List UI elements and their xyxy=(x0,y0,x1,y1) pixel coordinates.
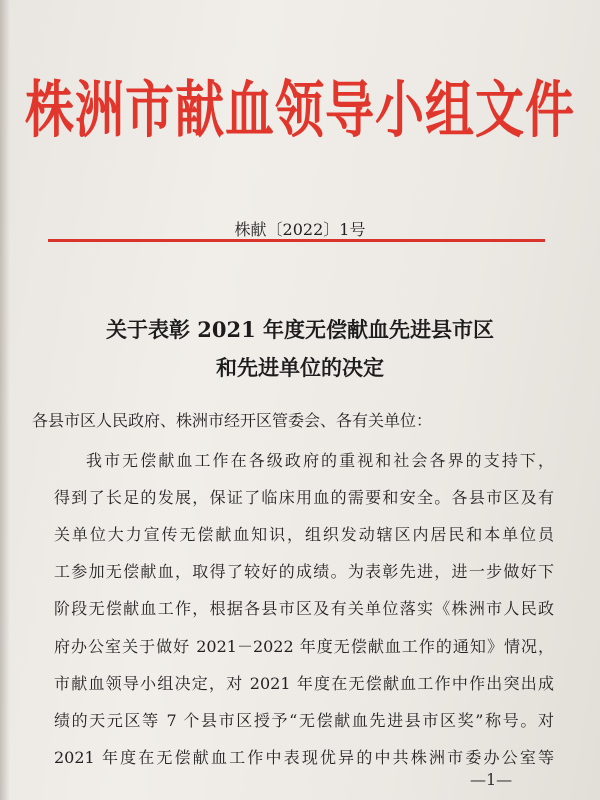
body-line: 府办公室关于做好 2021－2022 年度无偿献血工作的通知》情况， xyxy=(54,637,554,656)
document-title-line-1: 关于表彰 2021 年度无偿献血先进县市区 xyxy=(105,317,495,342)
salutation: 各县市区人民政府、株洲市经开区管委会、各有关单位： xyxy=(32,411,433,430)
body-line: 关单位大力宣传无偿献血知识，组织发动辖区内居民和本单位员 xyxy=(54,525,554,544)
document-number: 株献〔2022〕1号 xyxy=(234,220,366,239)
body-line: 我市无偿献血工作在各级政府的重视和社会各界的支持下， xyxy=(86,451,554,470)
body-line: 得到了长足的发展，保证了临床用血的需要和安全。各县市区及有 xyxy=(54,488,554,507)
body-line: 2021 年度在无偿献血工作中表现优异的中共株洲市委办公室等 xyxy=(54,748,554,767)
document-title-line-2: 和先进单位的决定 xyxy=(216,355,384,380)
body-line: 绩的天元区等 7 个县市区授予“无偿献血先进县市区奖”称号。对 xyxy=(54,711,554,730)
issuing-authority-header: 株洲市献血领导小组文件 xyxy=(24,73,575,146)
page-number: —1— xyxy=(470,770,513,789)
red-separator-line xyxy=(48,239,545,242)
body-line: 工参加无偿献血，取得了较好的成绩。为表彰先进，进一步做好下 xyxy=(54,562,554,581)
body-line: 市献血领导小组决定，对 2021 年度在无偿献血工作中作出突出成 xyxy=(54,674,554,693)
body-line: 阶段无偿献血工作，根据各县市区及有关单位落实《株洲市人民政 xyxy=(54,599,554,618)
